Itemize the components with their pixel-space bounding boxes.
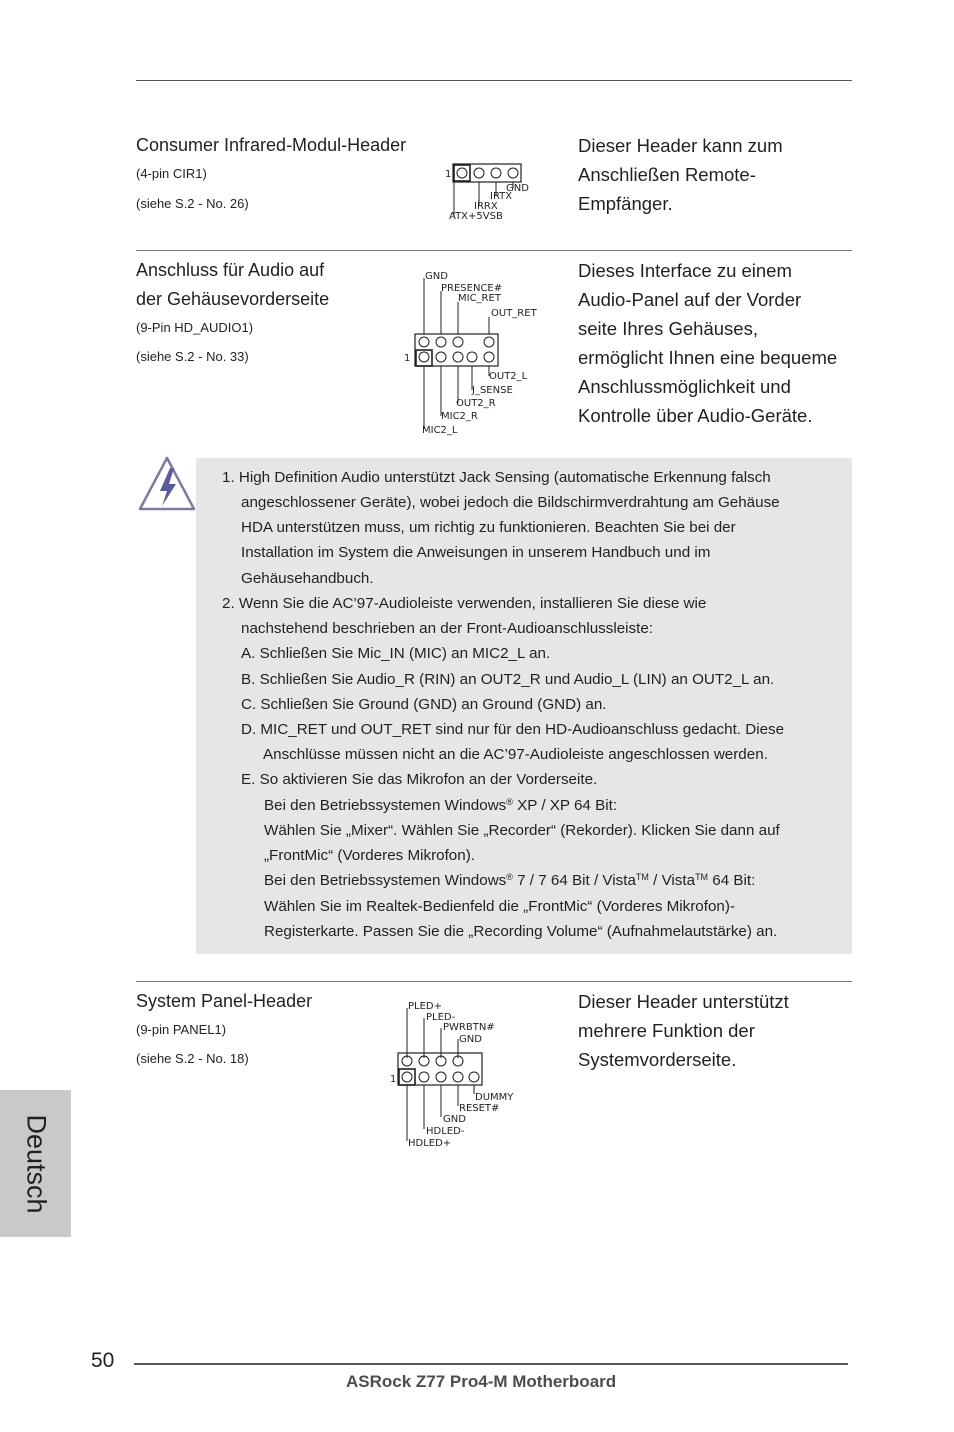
- cir-pin-irrx: IRRX: [474, 201, 498, 212]
- note-line: 2. Wenn Sie die AC’97-Audioleiste verwenden, installieren Sie diese wie: [222, 595, 707, 612]
- note-line: E. So aktivieren Sie das Mikrofon an der Vorderseite.: [241, 771, 598, 788]
- note-line: Installation im System die Anweisungen in unserem Handbuch und im: [241, 544, 711, 561]
- panel-pin-dummy: DUMMY: [475, 1092, 514, 1103]
- cir-desc-line: Empfänger.: [578, 193, 673, 214]
- note-text: XP / XP 64 Bit:: [512, 797, 618, 814]
- registered-mark: ®: [506, 797, 513, 807]
- language-tab-label: Deutsch: [21, 1113, 51, 1214]
- note-line: angeschlossener Geräte), wobei jedoch die Bildschirmverdrahtung am Gehäuse: [241, 494, 780, 511]
- panel-pin-hdled-plus: HDLED+: [408, 1138, 452, 1149]
- panel-pin-diagram: [388, 996, 528, 1150]
- audio-pin-presence: PRESENCE#: [441, 283, 503, 294]
- note-text: 7 / 7 64 Bit / Vista: [512, 872, 636, 889]
- note-line: Anschlüsse müssen nicht an die AC’97-Audioleiste angeschlossen werden.: [263, 746, 768, 763]
- cir-title: Consumer Infrared-Modul-Header: [136, 135, 407, 155]
- panel-desc-line: Dieser Header unterstützt: [578, 991, 789, 1012]
- note-text: Bei den Betriebssystemen Windows: [264, 797, 507, 814]
- panel-pin-pwrbtn: PWRBTN#: [443, 1022, 495, 1033]
- cir-pin-gnd: GND: [506, 183, 529, 194]
- note-line: B. Schließen Sie Audio_R (RIN) an OUT2_R und Audio_L (LIN) an OUT2_L an.: [241, 671, 775, 688]
- cir-spec: (4-pin CIR1): [136, 166, 207, 181]
- panel-title: System Panel-Header: [136, 991, 313, 1011]
- note-line: Gehäusehandbuch.: [241, 570, 374, 587]
- panel-pin-gnd-top: GND: [459, 1034, 482, 1045]
- audio-pin-mic-ret: MIC_RET: [458, 293, 501, 304]
- cir-description: [578, 131, 783, 218]
- note-line: 1. High Definition Audio unterstützt Jack Sensing (automatische Erkennung falsch: [222, 469, 771, 486]
- panel-desc-line: Systemvorderseite.: [578, 1049, 737, 1070]
- footer-rule: [134, 1363, 848, 1365]
- panel-desc-line: mehrere Funktion der: [578, 1020, 755, 1041]
- note-line: D. MIC_RET und OUT_RET sind nur für den HD-Audioanschluss gedacht. Diese: [241, 721, 785, 738]
- cir-pin-irtx: IRTX: [490, 191, 513, 202]
- audio-pin-diagram: [400, 266, 550, 438]
- warning-triangle-icon: [136, 454, 198, 514]
- cir-desc-line: Dieser Header kann zum: [578, 135, 783, 156]
- note-line: HDA unterstützen muss, um richtig zu funktionieren. Beachten Sie bei der: [241, 519, 736, 536]
- panel-description: [578, 987, 789, 1074]
- note-line: Registerkarte. Passen Sie die „Recording Volume“ (Aufnahmelautstärke) an.: [264, 923, 778, 940]
- audio-ref: (siehe S.2 - No. 33): [136, 349, 249, 364]
- audio-pin-out-ret: OUT_RET: [491, 308, 537, 319]
- cir-desc-line: Anschließen Remote-: [578, 164, 756, 185]
- divider: [136, 981, 852, 982]
- note-line: nachstehend beschrieben an der Front-Audioanschlussleiste:: [241, 620, 654, 637]
- cir-pin-atx: ATX+5VSB: [449, 211, 503, 222]
- panel-pin-pled-plus: PLED+: [408, 1001, 442, 1012]
- cir-pin-one: 1: [445, 169, 452, 180]
- audio-desc-line: Anschlussmöglichkeit und: [578, 376, 791, 397]
- panel-pin-one: 1: [390, 1074, 397, 1085]
- audio-title-line1: Anschluss für Audio auf: [136, 260, 325, 280]
- note-line: C. Schließen Sie Ground (GND) an Ground (GND) an.: [241, 696, 607, 713]
- audio-spec: (9-Pin HD_AUDIO1): [136, 320, 254, 335]
- note-line: [264, 793, 617, 818]
- panel-spec: (9-pin PANEL1): [136, 1022, 227, 1037]
- note-line: Wählen Sie „Mixer“. Wählen Sie „Recorder“ (Rekorder). Klicken Sie dann auf: [264, 822, 780, 839]
- note-line: „FrontMic“ (Vorderes Mikrofon).: [264, 847, 475, 864]
- note-text: / Vista: [648, 872, 696, 889]
- note-line: A. Schließen Sie Mic_IN (MIC) an MIC2_L an.: [241, 645, 551, 662]
- note-text: Bei den Betriebssystemen Windows: [264, 872, 507, 889]
- top-rule: [136, 80, 852, 81]
- panel-pin-pled-minus: PLED-: [426, 1012, 456, 1023]
- panel-pin-reset: RESET#: [459, 1103, 500, 1114]
- audio-desc-line: Kontrolle über Audio-Geräte.: [578, 405, 813, 426]
- divider: [136, 250, 852, 251]
- page-number: 50: [91, 1349, 115, 1372]
- audio-pin-out2-r: OUT2_R: [456, 398, 496, 409]
- audio-pin-gnd: GND: [425, 271, 448, 282]
- cir-pin-diagram: [440, 158, 540, 222]
- trademark-mark: TM: [635, 872, 649, 882]
- audio-pin-j-sense: J_SENSE: [472, 385, 513, 396]
- audio-desc-line: Dieses Interface zu einem: [578, 260, 792, 281]
- note-line: Wählen Sie im Realtek-Bedienfeld die „FrontMic“ (Vorderes Mikrofon)-: [264, 898, 735, 915]
- note-line: [264, 868, 755, 893]
- audio-pin-out2-l: OUT2_L: [489, 371, 528, 382]
- audio-pin-one: 1: [404, 353, 411, 364]
- footer-product-name: ASRock Z77 Pro4-M Motherboard: [346, 1372, 617, 1391]
- panel-pin-hdled-minus: HDLED-: [426, 1126, 465, 1137]
- audio-description: [578, 256, 837, 430]
- audio-desc-line: Audio-Panel auf der Vorder: [578, 289, 802, 310]
- note-text: 64 Bit:: [708, 872, 756, 889]
- audio-desc-line: seite Ihres Gehäuses,: [578, 318, 758, 339]
- audio-pin-mic2-l: MIC2_L: [422, 425, 458, 436]
- cir-ref: (siehe S.2 - No. 26): [136, 196, 249, 211]
- audio-title-line2: der Gehäusevorderseite: [136, 289, 330, 309]
- panel-ref: (siehe S.2 - No. 18): [136, 1051, 249, 1066]
- audio-pin-mic2-r: MIC2_R: [441, 411, 478, 422]
- language-side-tab: [0, 1090, 71, 1237]
- registered-mark: ®: [506, 872, 513, 882]
- audio-desc-line: ermöglicht Ihnen eine bequeme: [578, 347, 838, 368]
- panel-pin-gnd-bottom: GND: [443, 1114, 466, 1125]
- trademark-mark: TM: [695, 872, 709, 882]
